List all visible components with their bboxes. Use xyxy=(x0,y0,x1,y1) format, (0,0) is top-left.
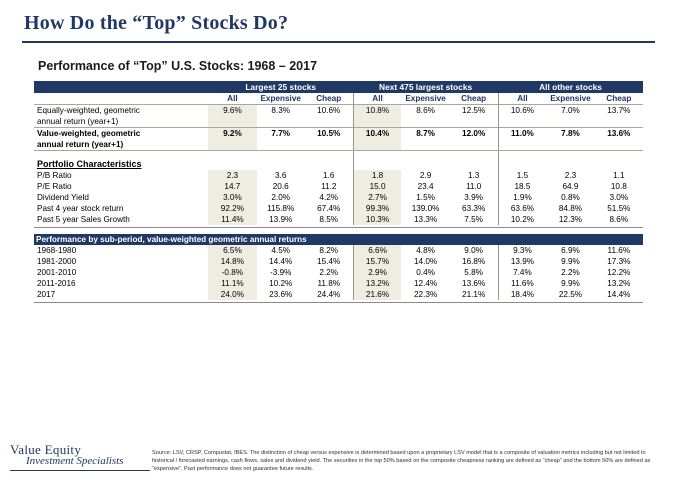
cell-p4-other-cheap: 51.5% xyxy=(607,203,631,213)
cell-p4-n475-expensive: 139.0% xyxy=(411,203,440,213)
gap-cell-wide xyxy=(34,227,643,234)
cell-spacer-16 xyxy=(498,139,546,151)
table-column-header-row xyxy=(34,93,643,105)
cell-p5-n475-expensive: 13.3% xyxy=(413,214,438,224)
portfolio-section-title: Portfolio Characteristics xyxy=(37,158,142,169)
column-header-all-3: All xyxy=(498,93,546,105)
cell-vw-l25-expensive: 7.7% xyxy=(257,128,305,140)
cell-sp4-other-expensive: 22.5% xyxy=(558,290,583,299)
table-row xyxy=(34,256,643,267)
cell-p5-n475-all: 10.3% xyxy=(353,214,401,225)
cell-p5-n475-cheap: 7.5% xyxy=(464,214,483,224)
cell-sp0-other-cheap: 11.6% xyxy=(607,246,631,255)
table-gap-row xyxy=(34,151,643,158)
psh-9 xyxy=(595,158,643,170)
cell-ew-n475-all: 10.8% xyxy=(353,105,401,117)
cell-pb-l25-all: 2.3 xyxy=(208,170,256,181)
row-label-1981-2000: 1981-2000 xyxy=(37,257,77,266)
page-title: How Do the “Top” Stocks Do? xyxy=(24,12,289,34)
column-header-all-2: All xyxy=(353,93,401,105)
gap-cell-9 xyxy=(595,151,643,158)
table-row xyxy=(34,128,643,140)
cell-sp2-n475-all: 2.9% xyxy=(353,267,401,278)
gap-cell-2 xyxy=(257,151,305,158)
cell-p5-l25-cheap: 8.5% xyxy=(319,214,339,224)
cell-dy-l25-cheap: 4.2% xyxy=(319,192,339,202)
cell-sp4-n475-all: 21.6% xyxy=(353,289,401,300)
row-label-value-weighted-line1: Value-weighted, geometric xyxy=(34,128,208,140)
cell-spacer-4 xyxy=(353,116,401,128)
cell-sp3-l25-all: 11.1% xyxy=(208,278,256,289)
cell-p4-n475-all: 99.3% xyxy=(353,203,401,214)
column-header-blank xyxy=(34,93,208,105)
table-row xyxy=(34,170,643,181)
row-label-pb-ratio: P/B Ratio xyxy=(37,170,72,180)
cell-vw-l25-all: 9.2% xyxy=(208,128,256,140)
cell-sp1-l25-expensive: 14.4% xyxy=(269,257,293,266)
cell-dy-other-all: 1.9% xyxy=(498,192,546,203)
cell-sp1-n475-all: 15.7% xyxy=(353,256,401,267)
gap-cell-4 xyxy=(353,151,401,158)
table-container xyxy=(0,81,677,303)
psh-6 xyxy=(450,158,498,170)
cell-sp4-other-all: 18.4% xyxy=(498,289,546,300)
gap-cell-5 xyxy=(401,151,449,158)
cell-pe-n475-cheap: 11.0 xyxy=(465,181,482,191)
cell-sp0-l25-cheap: 8.2% xyxy=(319,246,339,255)
cell-spacer-10 xyxy=(208,139,256,151)
cell-sp1-n475-cheap: 16.8% xyxy=(462,257,486,266)
table-row xyxy=(34,278,643,289)
logo-line-2: Investment Specialists xyxy=(26,455,124,468)
cell-sp1-other-all: 13.9% xyxy=(498,256,546,267)
row-label-pe-ratio: P/E Ratio xyxy=(37,181,72,191)
cell-spacer-8 xyxy=(546,116,594,128)
cell-pb-l25-expensive: 3.6 xyxy=(275,170,287,180)
table-row xyxy=(34,203,643,214)
cell-sp3-n475-expensive: 12.4% xyxy=(413,279,438,288)
cell-dy-other-expensive: 0.8% xyxy=(561,192,580,202)
cell-dy-l25-expensive: 2.0% xyxy=(271,192,291,202)
row-label-equally-weighted-line1: Equally-weighted, geometric xyxy=(34,105,208,117)
cell-sp1-other-expensive: 9.9% xyxy=(561,257,580,266)
cell-spacer-13 xyxy=(353,139,401,151)
cell-spacer-14 xyxy=(401,139,449,151)
cell-sp4-other-cheap: 14.4% xyxy=(607,290,631,299)
cell-sp3-other-cheap: 13.2% xyxy=(607,279,631,288)
cell-vw-l25-cheap: 10.5% xyxy=(305,128,353,140)
table-row xyxy=(34,289,643,300)
cell-ew-l25-all: 9.6% xyxy=(208,105,256,117)
cell-spacer-11 xyxy=(257,139,305,151)
psh-1 xyxy=(208,158,256,170)
gap-cell-6 xyxy=(450,151,498,158)
cell-spacer-7 xyxy=(498,116,546,128)
cell-pb-other-all: 1.5 xyxy=(498,170,546,181)
table-divider-bottom xyxy=(34,300,643,303)
cell-dy-other-cheap: 3.0% xyxy=(609,192,629,202)
company-logo xyxy=(10,443,150,471)
cell-p4-other-expensive: 84.8% xyxy=(558,203,583,213)
cell-pb-n475-expensive: 2.9 xyxy=(419,170,432,180)
cell-sp4-l25-expensive: 23.6% xyxy=(269,290,293,299)
cell-sp2-l25-all: -0.8% xyxy=(208,267,256,278)
cell-pb-n475-all: 1.8 xyxy=(353,170,401,181)
cell-sp3-l25-cheap: 11.8% xyxy=(317,279,341,288)
row-label-equally-weighted-line2: annual return (year+1) xyxy=(37,117,119,126)
cell-sp4-l25-cheap: 24.4% xyxy=(317,290,341,299)
row-label-past5yr-sales-growth: Past 5 year Sales Growth xyxy=(37,214,130,224)
psh-5 xyxy=(401,158,449,170)
cell-sp0-n475-cheap: 9.0% xyxy=(464,246,483,255)
cell-sp0-other-expensive: 6.9% xyxy=(561,246,580,255)
gap-cell-label xyxy=(34,151,208,158)
portfolio-section-header-row xyxy=(34,158,643,170)
row-label-1968-1980: 1968-1980 xyxy=(37,246,77,255)
cell-sp2-n475-cheap: 5.8% xyxy=(464,268,483,277)
gap-cell-3 xyxy=(305,151,353,158)
cell-ew-other-expensive: 7.0% xyxy=(546,105,594,117)
table-row xyxy=(34,181,643,192)
cell-pe-other-cheap: 10.8 xyxy=(610,181,627,191)
cell-spacer-18 xyxy=(595,139,643,151)
cell-ew-other-all: 10.6% xyxy=(498,105,546,117)
cell-sp1-l25-cheap: 15.4% xyxy=(317,257,341,266)
cell-sp2-n475-expensive: 0.4% xyxy=(416,268,435,277)
cell-sp3-n475-cheap: 13.6% xyxy=(462,279,486,288)
row-label-2011-2016: 2011-2016 xyxy=(37,279,76,288)
gap-cell-1 xyxy=(208,151,256,158)
row-label-2001-2010: 2001-2010 xyxy=(37,268,77,277)
cell-spacer-6 xyxy=(450,116,498,128)
psh-3 xyxy=(305,158,353,170)
cell-vw-n475-expensive: 8.7% xyxy=(401,128,449,140)
cell-pe-l25-expensive: 20.6 xyxy=(272,181,289,191)
psh-2 xyxy=(257,158,305,170)
cell-spacer-12 xyxy=(305,139,353,151)
cell-dy-n475-all: 2.7% xyxy=(353,192,401,203)
cell-vw-n475-all: 10.4% xyxy=(353,128,401,140)
psh-7 xyxy=(498,158,546,170)
cell-sp3-other-expensive: 9.9% xyxy=(561,279,580,288)
subperiod-title: Performance by sub-period, value-weighted geometric annual returns xyxy=(34,234,643,245)
cell-sp2-l25-cheap: 2.2% xyxy=(319,268,339,277)
group-header-next475: Next 475 largest stocks xyxy=(353,81,498,93)
cell-p5-l25-expensive: 13.9% xyxy=(269,214,293,224)
table-row xyxy=(34,105,643,117)
cell-ew-n475-cheap: 12.5% xyxy=(450,105,498,117)
cell-sp0-l25-all: 6.5% xyxy=(208,245,256,256)
table-row-cont xyxy=(34,116,643,128)
gap-cell-8 xyxy=(546,151,594,158)
cell-sp3-other-all: 11.6% xyxy=(498,278,546,289)
cell-sp0-n475-all: 6.6% xyxy=(353,245,401,256)
column-header-all-1: All xyxy=(227,94,238,103)
cell-spacer-5 xyxy=(401,116,449,128)
logo-underline xyxy=(10,470,150,471)
cell-dy-n475-cheap: 3.9% xyxy=(464,192,483,202)
cell-ew-other-cheap: 13.7% xyxy=(595,105,643,117)
cell-spacer-1 xyxy=(208,116,256,128)
cell-ew-l25-expensive: 8.3% xyxy=(257,105,305,117)
cell-sp1-n475-expensive: 14.0% xyxy=(413,257,438,266)
cell-pb-other-cheap: 1.1 xyxy=(613,170,625,180)
cell-pe-l25-cheap: 11.2 xyxy=(321,181,337,191)
psh-4 xyxy=(353,158,401,170)
cell-spacer-2 xyxy=(257,116,305,128)
cell-pe-n475-all: 15.0 xyxy=(353,181,401,192)
cell-p5-other-expensive: 12.3% xyxy=(558,214,583,224)
cell-spacer-3 xyxy=(305,116,353,128)
row-label-2017: 2017 xyxy=(37,290,56,299)
cell-spacer-9 xyxy=(595,116,643,128)
cell-ew-l25-cheap: 10.6% xyxy=(305,105,353,117)
cell-pe-l25-all: 14.7 xyxy=(208,181,256,192)
cell-vw-other-cheap: 13.6% xyxy=(595,128,643,140)
group-header-largest25: Largest 25 stocks xyxy=(208,81,353,93)
cell-sp0-other-all: 9.3% xyxy=(498,245,546,256)
source-note: Source: LSV, CRSP, Compustat, IBES. The distinction of cheap versus expensive is determined based upon a proprietary LSV model that is a composite of valuation metrics including but not limited to historical / forecasted earnings, cash flows, sales and dividend yield. The securities in the top 50% based on the composite cheapness ranking are defined as “cheap” and the bottom 50% are defined as “expensive”. Past performance does not guarantee future results. xyxy=(152,449,651,472)
cell-p4-l25-all: 92.2% xyxy=(208,203,256,214)
table-row xyxy=(34,214,643,225)
cell-sp3-n475-all: 13.2% xyxy=(353,278,401,289)
column-header-cheap-3: Cheap xyxy=(606,94,632,103)
column-header-expensive-2: Expensive xyxy=(405,94,446,103)
row-label-value-weighted-line2: annual return (year+1) xyxy=(34,139,208,151)
chart-subtitle: Performance of “Top” U.S. Stocks: 1968 – 2017 xyxy=(38,59,318,73)
cell-p4-n475-cheap: 63.3% xyxy=(462,203,486,213)
cell-pe-other-expensive: 64.9 xyxy=(562,181,579,191)
cell-vw-other-all: 11.0% xyxy=(498,128,546,140)
table-row-cont xyxy=(34,139,643,151)
table-row xyxy=(34,267,643,278)
cell-p4-l25-cheap: 67.4% xyxy=(317,203,341,213)
cell-sp2-other-all: 7.4% xyxy=(498,267,546,278)
cell-sp3-l25-expensive: 10.2% xyxy=(269,279,293,288)
subperiod-header-row xyxy=(34,234,643,245)
table-divider-row-2 xyxy=(34,300,643,303)
table-gap-row-2 xyxy=(34,227,643,234)
cell-dy-l25-all: 3.0% xyxy=(208,192,256,203)
column-header-cheap-1: Cheap xyxy=(316,94,342,103)
cell-spacer-15 xyxy=(450,139,498,151)
performance-table xyxy=(34,81,643,303)
gap-cell-7 xyxy=(498,151,546,158)
table-row xyxy=(34,192,643,203)
cell-p5-other-all: 10.2% xyxy=(498,214,546,225)
cell-sp2-other-expensive: 2.2% xyxy=(561,268,580,277)
cell-sp1-l25-all: 14.8% xyxy=(208,256,256,267)
cell-pe-n475-expensive: 23.4 xyxy=(417,181,434,191)
column-header-expensive-3: Expensive xyxy=(550,94,591,103)
cell-pb-other-expensive: 2.3 xyxy=(564,170,577,180)
cell-pe-other-all: 18.5 xyxy=(498,181,546,192)
cell-vw-other-expensive: 7.8% xyxy=(546,128,594,140)
cell-spacer-17 xyxy=(546,139,594,151)
cell-sp0-l25-expensive: 4.5% xyxy=(271,246,291,255)
cell-sp4-n475-expensive: 22.3% xyxy=(413,290,438,299)
cell-vw-n475-cheap: 12.0% xyxy=(450,128,498,140)
row-label-dividend-yield: Dividend Yield xyxy=(37,192,89,202)
cell-p4-l25-expensive: 115.8% xyxy=(267,203,295,213)
cell-sp2-l25-expensive: -3.9% xyxy=(270,268,292,277)
cell-sp1-other-cheap: 17.3% xyxy=(607,257,631,266)
cell-p4-other-all: 63.6% xyxy=(498,203,546,214)
cell-ew-n475-expensive: 8.6% xyxy=(401,105,449,117)
cell-sp0-n475-expensive: 4.8% xyxy=(416,246,435,255)
cell-pb-n475-cheap: 1.3 xyxy=(467,170,480,180)
psh-8 xyxy=(546,158,594,170)
table-row xyxy=(34,245,643,256)
cell-p5-other-cheap: 8.6% xyxy=(609,214,629,224)
cell-p5-l25-all: 11.4% xyxy=(208,214,256,225)
table-group-header-row xyxy=(34,81,643,93)
cell-sp2-other-cheap: 12.2% xyxy=(607,268,631,277)
group-header-blank xyxy=(34,81,208,93)
column-header-expensive-1: Expensive xyxy=(260,94,301,103)
logo-line-1: Value Equity xyxy=(10,441,82,457)
column-header-cheap-2: Cheap xyxy=(461,94,487,103)
cell-dy-n475-expensive: 1.5% xyxy=(416,192,435,202)
group-header-allother: All other stocks xyxy=(498,81,643,93)
cell-sp4-n475-cheap: 21.1% xyxy=(462,290,486,299)
row-label-past4yr-return: Past 4 year stock return xyxy=(37,203,124,213)
cell-sp4-l25-all: 24.0% xyxy=(208,289,256,300)
cell-pb-l25-cheap: 1.6 xyxy=(323,170,335,180)
slide-footer xyxy=(0,429,677,485)
